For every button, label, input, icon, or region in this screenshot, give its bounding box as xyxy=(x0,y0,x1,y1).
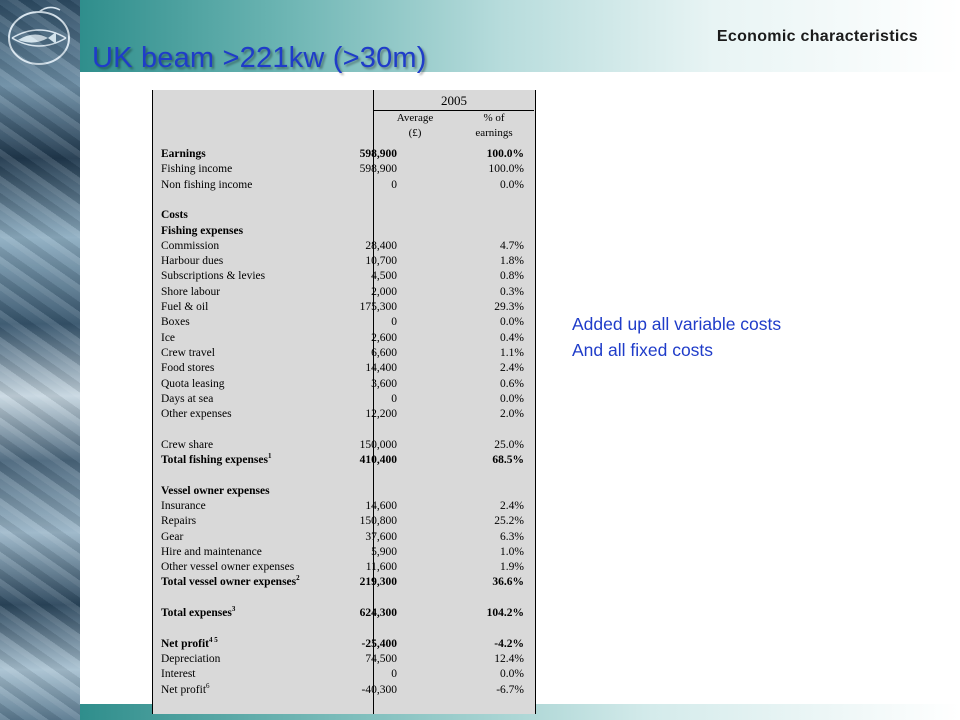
row-label xyxy=(161,407,232,422)
row-label-text: Ice xyxy=(161,331,176,344)
row-label-text: Gear xyxy=(161,530,184,543)
row-percent: 68.5% xyxy=(492,454,524,466)
row-label-text: Non fishing income xyxy=(161,178,253,191)
row-average: 14,600 xyxy=(365,499,397,512)
row-average: 5,900 xyxy=(371,545,397,558)
table-row xyxy=(154,285,530,300)
row-average: 2,000 xyxy=(371,285,397,298)
row-average: 624,300 xyxy=(359,607,397,619)
row-label-text: Interest xyxy=(161,668,196,681)
row-average: 219,300 xyxy=(359,576,397,589)
row-label xyxy=(161,530,183,545)
row-average: -25,400 xyxy=(361,637,397,650)
row-percent: 0.3% xyxy=(500,285,524,298)
row-percent: 100.0% xyxy=(486,148,524,160)
table-row xyxy=(154,545,530,560)
row-percent: 0.0% xyxy=(500,392,524,405)
footnote-marker: 6 xyxy=(206,681,210,690)
row-average: 598,900 xyxy=(359,148,397,160)
row-label-text: Days at sea xyxy=(161,392,214,405)
row-percent: 1.1% xyxy=(500,346,524,359)
table-row xyxy=(154,667,530,682)
table-row xyxy=(154,575,530,590)
row-average: 3,600 xyxy=(371,377,397,390)
row-label-text: Hire and maintenance xyxy=(161,545,262,558)
row-label-text: Net profit xyxy=(161,683,207,696)
row-percent: 2.0% xyxy=(500,408,524,421)
row-label-text: Fishing expenses xyxy=(161,224,244,237)
row-average: 150,000 xyxy=(359,438,397,451)
table-row xyxy=(154,162,530,177)
row-percent: -4.2% xyxy=(494,637,524,650)
footnote-marker: 1 xyxy=(267,452,272,461)
left-photo-strip xyxy=(0,0,80,720)
row-label xyxy=(161,606,235,621)
row-average: 0 xyxy=(391,178,397,191)
table-row xyxy=(154,621,530,636)
pct-column-header xyxy=(456,111,532,141)
row-label xyxy=(161,575,300,590)
table-row xyxy=(154,407,530,422)
row-percent: 0.4% xyxy=(500,331,524,344)
row-percent: 0.0% xyxy=(500,668,524,681)
row-average: 4,500 xyxy=(371,270,397,283)
row-percent: 4.7% xyxy=(500,239,524,252)
table-row xyxy=(154,591,530,606)
row-label-text: Shore labour xyxy=(161,285,221,298)
row-label-text: Total fishing expenses xyxy=(161,454,268,466)
row-percent: 104.2% xyxy=(486,607,524,619)
row-label-text: Earnings xyxy=(161,148,206,160)
table-row xyxy=(154,239,530,254)
table-row xyxy=(154,514,530,529)
row-label-text: Repairs xyxy=(161,515,197,528)
row-label xyxy=(161,438,213,453)
table-row xyxy=(154,392,530,407)
row-percent: 0.0% xyxy=(500,178,524,191)
table-row xyxy=(154,300,530,315)
row-label-text: Quota leasing xyxy=(161,377,225,390)
table-row xyxy=(154,606,530,621)
row-label xyxy=(161,285,220,300)
row-percent: 25.0% xyxy=(494,438,524,451)
row-percent: 1.9% xyxy=(500,561,524,574)
table-row xyxy=(154,208,530,223)
row-average: 10,700 xyxy=(365,255,397,268)
row-label-text: Crew travel xyxy=(161,346,215,359)
note-line-1: Added up all variable costs xyxy=(572,314,782,334)
avg-header-line2: (£) xyxy=(408,127,422,139)
row-label-text: Food stores xyxy=(161,362,215,375)
row-percent: 12.4% xyxy=(494,652,524,665)
note-text xyxy=(572,311,781,363)
row-percent: 0.0% xyxy=(500,316,524,329)
row-average: 28,400 xyxy=(365,239,397,252)
row-label xyxy=(161,147,206,162)
row-label-text: Costs xyxy=(161,209,188,222)
table-row xyxy=(154,361,530,376)
row-label-text: Total vessel owner expenses xyxy=(161,576,297,589)
row-percent: 0.6% xyxy=(500,377,524,390)
row-label xyxy=(161,377,225,392)
row-label xyxy=(161,224,243,239)
row-label-text: Other expenses xyxy=(161,408,232,421)
row-average: 2,600 xyxy=(371,331,397,344)
row-average: 12,200 xyxy=(365,408,397,421)
slide-title: UK beam >221kw (>30m) xyxy=(92,42,427,74)
row-label xyxy=(161,162,232,177)
row-average: 150,800 xyxy=(359,515,397,528)
table-row xyxy=(154,438,530,453)
row-average: 0 xyxy=(391,316,397,329)
row-average: 175,300 xyxy=(359,301,397,313)
row-label xyxy=(161,667,195,682)
row-label xyxy=(161,683,210,698)
row-average: 6,600 xyxy=(371,346,397,359)
row-label xyxy=(161,652,220,667)
pct-header-line1: % of xyxy=(483,112,505,124)
row-label-text: Crew share xyxy=(161,438,214,451)
row-percent: 2.4% xyxy=(500,499,524,512)
table-row xyxy=(154,147,530,162)
table-row xyxy=(154,499,530,514)
footnote-marker: 2 xyxy=(296,574,300,583)
avg-column-header xyxy=(376,111,454,141)
row-percent: 0.8% xyxy=(500,270,524,283)
row-label xyxy=(161,315,190,330)
row-label xyxy=(161,178,252,193)
row-percent: 29.3% xyxy=(494,301,524,313)
row-average: -40,300 xyxy=(361,683,397,696)
row-label xyxy=(161,514,196,529)
row-label xyxy=(161,331,175,346)
pct-header-line2: earnings xyxy=(475,127,513,139)
fish-globe-logo-icon xyxy=(4,2,74,72)
table-row xyxy=(154,560,530,575)
row-label-text: Other vessel owner expenses xyxy=(161,561,295,574)
row-label-text: Insurance xyxy=(161,499,206,512)
row-percent: 2.4% xyxy=(500,362,524,375)
row-percent: 1.0% xyxy=(500,545,524,558)
row-label xyxy=(161,361,214,376)
table-row xyxy=(154,254,530,269)
row-average: 410,400 xyxy=(359,454,397,466)
table-row xyxy=(154,193,530,208)
row-label xyxy=(161,560,294,575)
row-label xyxy=(161,453,271,468)
row-percent: -6.7% xyxy=(496,683,524,696)
row-label xyxy=(161,499,206,514)
row-percent: 100.0% xyxy=(488,163,524,176)
row-label-text: Fishing income xyxy=(161,163,233,176)
table-row xyxy=(154,683,530,698)
row-label xyxy=(161,254,223,269)
row-average: 74,500 xyxy=(365,652,397,665)
row-label-text: Vessel owner expenses xyxy=(161,484,270,497)
table-row xyxy=(154,377,530,392)
row-label-text: Harbour dues xyxy=(161,255,224,268)
footnote-marker: 3 xyxy=(231,605,236,614)
row-label xyxy=(161,300,208,315)
row-percent: 1.8% xyxy=(500,255,524,268)
footnote-marker: 4 5 xyxy=(209,635,218,644)
row-label xyxy=(161,346,215,361)
table-row xyxy=(154,224,530,239)
row-label-text: Fuel & oil xyxy=(161,301,209,313)
table-row xyxy=(154,453,530,468)
row-percent: 36.6% xyxy=(492,576,524,589)
row-label xyxy=(161,269,265,284)
year-header: 2005 xyxy=(441,93,467,108)
row-average: 14,400 xyxy=(365,362,397,375)
row-label xyxy=(161,239,219,254)
row-average: 11,600 xyxy=(365,561,397,574)
row-label-text: Total expenses xyxy=(161,607,232,619)
table-row xyxy=(154,637,530,652)
row-percent: 6.3% xyxy=(500,530,524,543)
row-average: 0 xyxy=(391,392,397,405)
table-row xyxy=(154,422,530,437)
table-row xyxy=(154,331,530,346)
table-row xyxy=(154,530,530,545)
row-label-text: Depreciation xyxy=(161,652,221,665)
table-row xyxy=(154,468,530,483)
row-label-text: Commission xyxy=(161,239,220,252)
row-label xyxy=(161,637,218,652)
table-row xyxy=(154,484,530,499)
table-row xyxy=(154,346,530,361)
row-average: 37,600 xyxy=(365,530,397,543)
row-label xyxy=(161,484,270,499)
row-percent: 25.2% xyxy=(494,515,524,528)
row-label-text: Subscriptions & levies xyxy=(161,270,266,283)
table-row xyxy=(154,315,530,330)
row-average: 0 xyxy=(391,668,397,681)
table-row xyxy=(154,269,530,284)
row-average: 598,900 xyxy=(359,163,397,176)
row-label xyxy=(161,545,262,560)
table-row xyxy=(154,652,530,667)
row-label xyxy=(161,392,213,407)
note-line-2: And all fixed costs xyxy=(572,340,714,360)
section-title: Economic characteristics xyxy=(716,28,918,45)
row-label-text: Net profit xyxy=(161,637,210,650)
row-label-text: Boxes xyxy=(161,316,190,329)
avg-header-line1: Average xyxy=(396,112,434,124)
row-label xyxy=(161,208,188,223)
table-row xyxy=(154,178,530,193)
